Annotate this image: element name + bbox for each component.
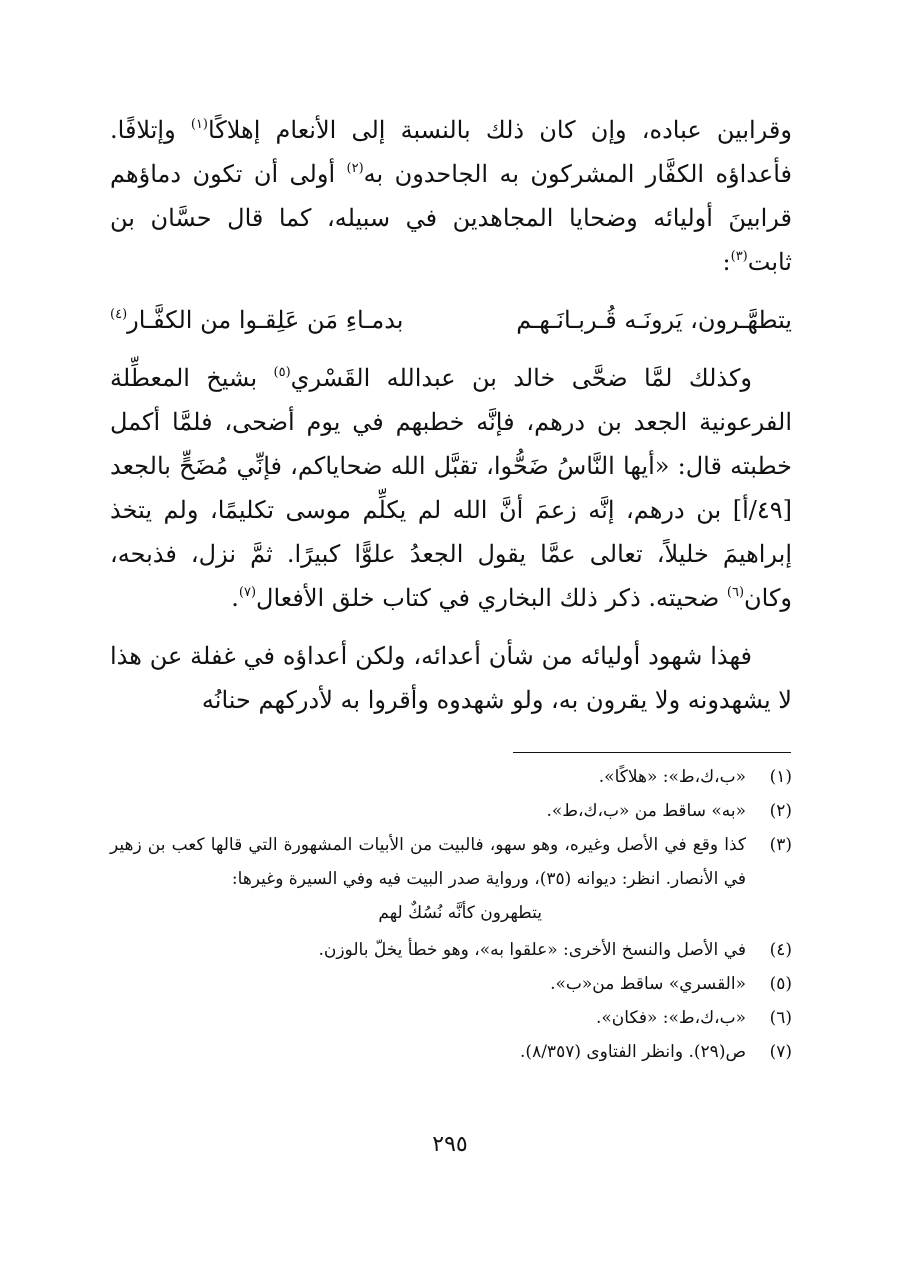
page-number: ٢٩٥ (432, 1132, 468, 1157)
footnote-1 (110, 760, 792, 794)
footnote-number: (٦) (769, 1008, 792, 1028)
text-run: وكذلك لمَّا ضحَّى خالد بن عبدالله القَسْري (290, 364, 753, 392)
footnote-5 (110, 967, 792, 1001)
footnotes (110, 760, 792, 1069)
footnote-7 (110, 1035, 792, 1069)
footnote-number: (٢) (769, 801, 792, 821)
footnote-number: (٣) (769, 835, 792, 855)
text-run: : (722, 248, 731, 276)
footnote-marker-1[interactable]: (١) (190, 117, 208, 132)
text-run: . (231, 584, 239, 612)
footnote-marker-2[interactable]: (٢) (346, 161, 364, 176)
text-run: بن درهم، إنَّه زعمَ أنَّ الله لم يكلِّم موسى تكليمًا، ولم يتخذ إبراهيمَ خليلاً، تعالى عمَّا يقول الجعدُ علوًّا كبيرًا. ثمَّ نزل، فذبحه، وكان (110, 496, 792, 612)
footnote-separator (513, 752, 791, 753)
footnote-marker-3[interactable]: (٣) (730, 249, 748, 264)
verse-second-hemistich (110, 298, 403, 342)
footnote-text: «القسري» ساقط من«ب». (550, 974, 746, 994)
footnote-marker-4[interactable]: (٤) (110, 307, 128, 322)
footnote-6 (110, 1001, 792, 1035)
paragraph-3: فهذا شهود أوليائه من شأن أعدائه، ولكن أعداؤه في غفلة عن هذا لا يشهدونه ولا يقرون به، ولو شهدوه وأقروا به لأدركهم حنانُه (110, 642, 792, 714)
footnote-marker-5[interactable]: (٥) (273, 365, 291, 380)
text-run: أولى أن تكون دماؤهم قرابينَ أوليائه وضحايا المجاهدين في سبيله، كما قال حسَّان بن ثابت (110, 160, 792, 276)
text-run: ضحيته. ذكر ذلك البخاري في كتاب خلق الأفعال (256, 584, 727, 612)
verse-first-hemistich: يتطهَّـرون، يَرونَـه قُـربـانَـهـم (516, 306, 792, 334)
paragraph-1 (110, 108, 792, 284)
footnote-4 (110, 933, 792, 967)
text-run: بدمـاءِ مَن عَلِقـوا من الكفَّـار (127, 306, 404, 334)
footnote-3 (110, 828, 792, 896)
footnote-number: (٥) (769, 974, 792, 994)
footnote-text: كذا وقع في الأصل وغيره، وهو سهو، فالبيت من الأبيات المشهورة التي قالها كعب بن زهير في الأنصار. انظر: ديوانه (٣٥)، ورواية صدر البيت فيه وفي السيرة وغيرها: (110, 835, 746, 889)
footnote-text: في الأصل والنسخ الأخرى: «علقوا به»، وهو خطأ يخلّ بالوزن. (318, 940, 746, 960)
footnote-number: (٤) (769, 940, 792, 960)
footnote-text: ص(٢٩). وانظر الفتاوى (٨/٣٥٧). (520, 1042, 746, 1062)
text-run: وقرابين عباده، وإن كان ذلك بالنسبة إلى الأنعام إهلاكًا (207, 116, 792, 144)
manuscript-folio-marker: [٤٩/أ] (732, 496, 792, 524)
footnote-2 (110, 794, 792, 828)
footnote-verse: يتطهرون كأنَّه نُسُكٌ لهم (378, 903, 542, 923)
footnote-number: (٧) (769, 1042, 792, 1062)
footnote-number: (١) (769, 767, 792, 787)
footnote-marker-7[interactable]: (٧) (238, 585, 257, 600)
text-run: بشيخ المعطِّلة الفرعونية الجعد بن درهم، فإنَّه خطبهم في يوم أضحى، فلمَّا أكمل خطبته قال: «أيها النَّاسُ ضَحُّوا، تقبَّل الله ضحاياكم، فإنِّي مُضَحٍّ بالجعد (110, 364, 792, 480)
main-text (110, 108, 792, 722)
footnote-text: «به» ساقط من «ب،ك،ط». (546, 801, 746, 821)
paragraph-2 (110, 356, 792, 620)
text-run: وإتلافًا. فأعداؤه الكفَّار المشركون به الجاحدون به (110, 116, 792, 188)
footnote-text: «ب،ك،ط»: «فكان». (595, 1008, 746, 1028)
poetry-verse (110, 298, 792, 342)
footnote-marker-6[interactable]: (٦) (726, 585, 745, 600)
footnote-text: «ب،ك،ط»: «هلاكًا». (598, 767, 746, 787)
